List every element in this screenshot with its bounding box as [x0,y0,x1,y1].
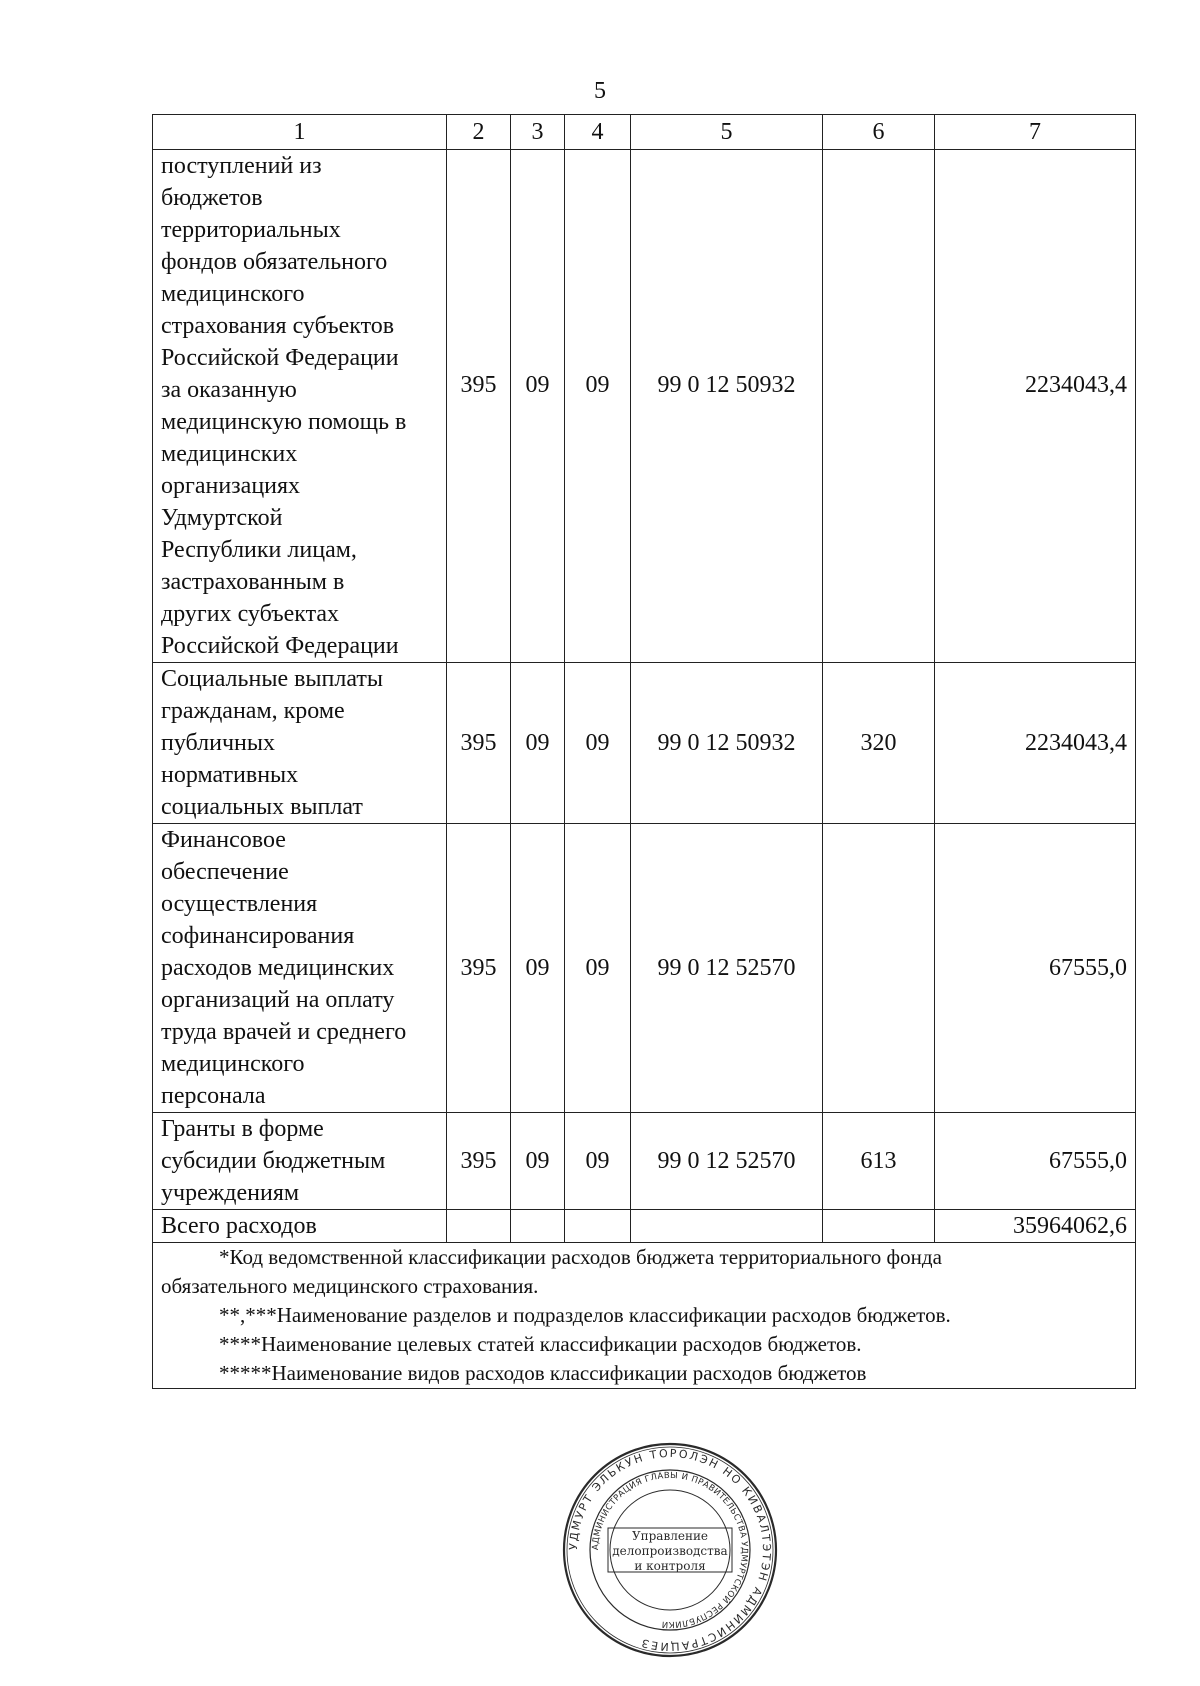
column-header-2: 2 [447,115,511,150]
department-code: 395 [447,150,511,663]
table-row [153,824,1136,1113]
row-description: Социальные выплаты гражданам, кроме публичных нормативных социальных выплат [153,663,447,824]
budget-table [152,114,1136,1389]
expense-type-code [823,150,935,663]
stamp-center-line-3: и контроля [634,1559,706,1573]
target-item-code: 99 0 12 50932 [631,150,823,663]
subsection-code: 09 [565,824,631,1113]
column-header-6: 6 [823,115,935,150]
department-code: 395 [447,663,511,824]
stamp-center-line-2: делопроизводства [612,1544,728,1558]
total-label: Всего расходов [153,1210,447,1243]
column-header-5: 5 [631,115,823,150]
page-number: 5 [594,78,606,104]
column-header-3: 3 [511,115,565,150]
footnote-2: **,***Наименование разделов и подразделов классификации расходов бюджетов. [219,1303,951,1327]
footnote-3: ****Наименование целевых статей классификации расходов бюджетов. [219,1332,862,1356]
section-code: 09 [511,663,565,824]
total-amount: 35964062,6 [935,1210,1136,1243]
subsection-code: 09 [565,663,631,824]
column-header-4: 4 [565,115,631,150]
table-row [153,663,1136,824]
column-header-1: 1 [153,115,447,150]
footnote-1-continued: обязательного медицинского страхования. [161,1274,539,1298]
expense-type-code [823,824,935,1113]
expense-type-code: 613 [823,1113,935,1210]
official-stamp [560,1440,780,1660]
row-description: Гранты в форме субсидии бюджетным учреждениям [153,1113,447,1210]
table-row [153,1113,1136,1210]
footnote-1: *Код ведомственной классификации расходов бюджета территориального фонда [219,1245,942,1269]
expense-type-code: 320 [823,663,935,824]
total-row [153,1210,1136,1243]
target-item-code: 99 0 12 50932 [631,663,823,824]
footnote-4: *****Наименование видов расходов классификации расходов бюджетов [219,1361,867,1385]
column-header-7: 7 [935,115,1136,150]
amount: 2234043,4 [935,150,1136,663]
footnotes [153,1243,1136,1389]
amount: 2234043,4 [935,663,1136,824]
row-description: Финансовое обеспечение осуществления софинансирования расходов медицинских организаций на оплату труда врачей и среднего медицинского персонала [153,824,447,1113]
section-code: 09 [511,1113,565,1210]
department-code: 395 [447,1113,511,1210]
subsection-code: 09 [565,150,631,663]
target-item-code: 99 0 12 52570 [631,1113,823,1210]
department-code: 395 [447,824,511,1113]
subsection-code: 09 [565,1113,631,1210]
section-code: 09 [511,824,565,1113]
footnotes-row [153,1243,1136,1389]
section-code: 09 [511,150,565,663]
target-item-code: 99 0 12 52570 [631,824,823,1113]
table-header-row [153,115,1136,150]
stamp-center-line-1: Управление [631,1529,709,1543]
stamp-inner-text: АДМИНИСТРАЦИЯ ГЛАВЫ И ПРАВИТЕЛЬСТВА УДМУРТСКОЙ РЕСПУБЛИКИ [590,1470,750,1630]
row-description: поступлений из бюджетов территориальных фондов обязательного медицинского страхования субъектов Российской Федерации за оказанную медицинскую помощь в медицинских организациях Удмуртской Республики лицам, застрахованным в других субъектах Российской Федерации [153,150,447,663]
stamp-outer-text: УДМУРТ ЭЛЬКУН ТОРОЛЭН НО КИВАЛТЭТЭН АДМИНИСТРАЦИЕЗ [566,1446,774,1654]
amount: 67555,0 [935,824,1136,1113]
table-row [153,150,1136,663]
amount: 67555,0 [935,1113,1136,1210]
